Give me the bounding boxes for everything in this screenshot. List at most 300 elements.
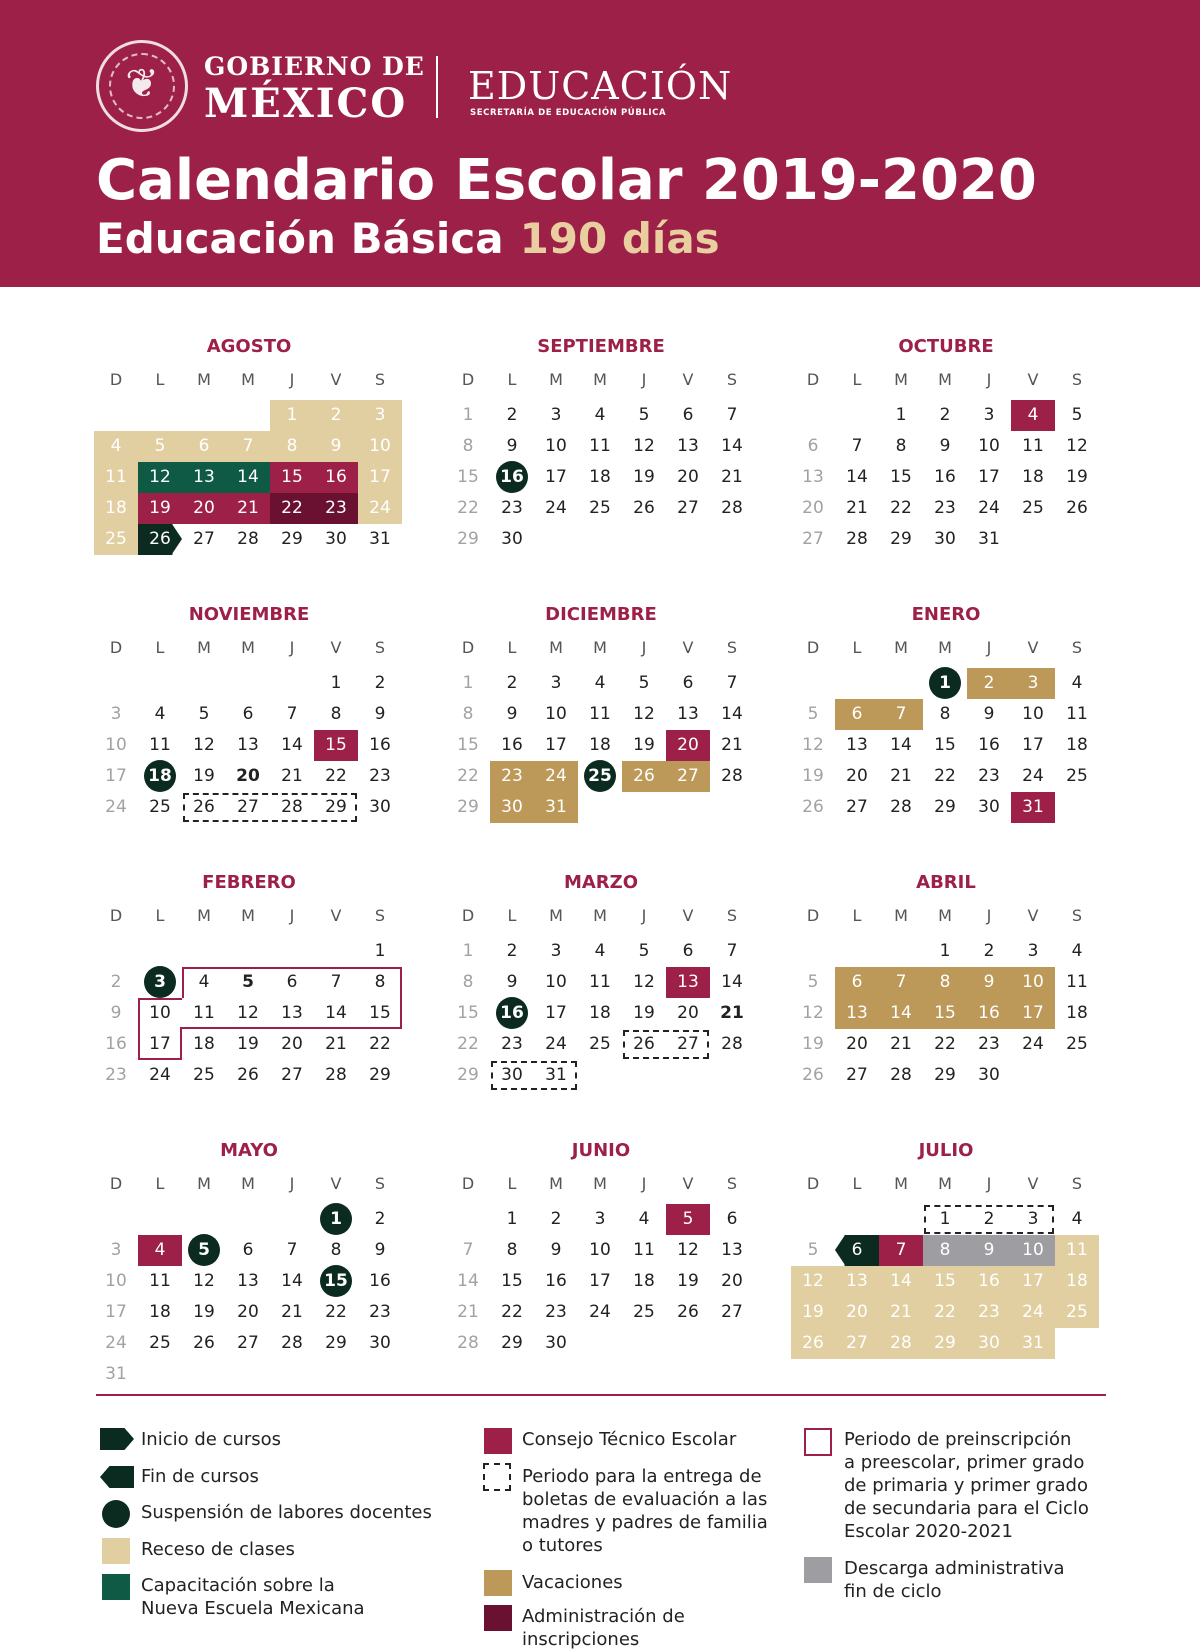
day-cell: 22 — [457, 498, 479, 518]
weekday-header: M — [197, 370, 211, 389]
day-cell: 8 — [895, 436, 907, 456]
weekday-header: M — [241, 1174, 255, 1193]
legend-consejo: Consejo Técnico Escolar — [522, 1429, 737, 1450]
day-cell: 4 — [94, 431, 138, 462]
day-cell: 23 — [105, 1065, 127, 1085]
month-name: ENERO — [911, 604, 981, 625]
day-cell: 7 — [330, 972, 342, 992]
preregistration-outline — [400, 967, 402, 1029]
legend-pre-line3: de primaria y primer grado — [844, 1475, 1088, 1496]
day-cell: 2 — [506, 673, 518, 693]
weekday-header: V — [682, 906, 694, 925]
day-cell: 8 — [939, 704, 951, 724]
day-cell: 15 — [457, 1003, 479, 1023]
day-cell: 19 — [802, 766, 824, 786]
day-cell: 1 — [506, 1209, 518, 1229]
day-cell: 24 — [1011, 1297, 1055, 1328]
day-cell: 20 — [846, 1034, 868, 1054]
day-cell: 30 — [369, 797, 391, 817]
day-cell: 15 — [457, 467, 479, 487]
weekday-header: M — [241, 370, 255, 389]
day-cell: 11 — [1022, 436, 1044, 456]
day-cell: 5 — [666, 1204, 710, 1235]
weekday-header: J — [289, 1174, 295, 1193]
legend-descarga-line2: fin de ciclo — [844, 1581, 942, 1602]
day-cell: 19 — [1066, 467, 1088, 487]
day-cell: 14 — [281, 1271, 303, 1291]
day-cell: 30 — [501, 529, 523, 549]
capacitacion-swatch — [102, 1574, 130, 1600]
day-cell: 29 — [923, 1328, 967, 1359]
day-cell: 8 — [374, 972, 386, 992]
day-cell: 9 — [967, 1235, 1011, 1266]
day-cell: 17 — [545, 735, 567, 755]
day-cell: 29 — [890, 529, 912, 549]
day-cell: 29 — [325, 1333, 347, 1353]
day-cell: 16 — [369, 735, 391, 755]
day-cell: 3 — [358, 400, 402, 431]
weekday-header: M — [938, 906, 952, 925]
day-cell: 5 — [638, 405, 650, 425]
legend-capacitacion — [141, 1574, 365, 1620]
weekday-header: M — [197, 638, 211, 657]
weekday-header: D — [461, 906, 475, 925]
day-cell: 31 — [978, 529, 1000, 549]
day-cell: 21 — [226, 493, 270, 524]
day-cell: 24 — [149, 1065, 171, 1085]
day-cell: 3 — [138, 967, 182, 998]
day-cell: 24 — [545, 498, 567, 518]
day-cell: 27 — [666, 761, 710, 792]
day-cell: 29 — [281, 529, 303, 549]
day-cell: 30 — [369, 1333, 391, 1353]
page-subtitle — [96, 214, 720, 263]
day-cell: 12 — [633, 972, 655, 992]
day-cell: 4 — [138, 1235, 182, 1266]
day-cell: 15 — [923, 1266, 967, 1297]
day-cell: 3 — [1027, 941, 1039, 961]
day-cell: 10 — [358, 431, 402, 462]
weekday-header: L — [852, 638, 862, 657]
day-cell: 17 — [1022, 735, 1044, 755]
legend-boletas-line3: madres y padres de familia — [522, 1512, 768, 1533]
day-cell: 13 — [677, 704, 699, 724]
day-cell: 25 — [633, 1302, 655, 1322]
day-cell: 31 — [369, 529, 391, 549]
day-cell: 4 — [594, 941, 606, 961]
day-cell: 7 — [879, 1235, 923, 1266]
day-cell: 29 — [457, 529, 479, 549]
weekday-header: J — [986, 638, 992, 657]
legend-divider — [96, 1394, 1106, 1396]
day-cell: 4 — [594, 673, 606, 693]
preregistration-outline — [180, 1027, 182, 1058]
day-cell: 7 — [879, 967, 923, 998]
day-cell: 4 — [1071, 673, 1083, 693]
day-cell: 29 — [325, 797, 347, 817]
day-cell: 24 — [1022, 1034, 1044, 1054]
day-cell: 26 — [677, 1302, 699, 1322]
day-cell: 19 — [193, 1302, 215, 1322]
legend-pre-line4: de secundaria para el Ciclo — [844, 1498, 1089, 1519]
preregistration-outline — [138, 998, 182, 1000]
day-cell: 28 — [721, 766, 743, 786]
day-cell: 4 — [1071, 1209, 1083, 1229]
weekday-header: L — [507, 638, 517, 657]
day-cell: 13 — [237, 1271, 259, 1291]
day-cell: 7 — [879, 699, 923, 730]
day-cell: 3 — [550, 941, 562, 961]
day-cell: 28 — [457, 1333, 479, 1353]
day-cell: 1 — [462, 405, 474, 425]
weekday-header: M — [938, 638, 952, 657]
day-cell: 14 — [879, 998, 923, 1029]
administracion-swatch — [484, 1605, 512, 1631]
start-course-icon — [100, 1428, 134, 1450]
gov-line-2: MÉXICO — [204, 80, 408, 127]
day-cell: 7 — [726, 673, 738, 693]
day-cell: 4 — [638, 1209, 650, 1229]
preregistration-outline — [138, 1058, 182, 1060]
legend-vacaciones: Vacaciones — [522, 1572, 623, 1593]
day-cell: 7 — [726, 405, 738, 425]
day-cell: 9 — [110, 1003, 122, 1023]
day-cell: 27 — [846, 797, 868, 817]
legend-fin: Fin de cursos — [141, 1466, 259, 1487]
day-cell: 12 — [802, 735, 824, 755]
day-cell: 27 — [237, 1333, 259, 1353]
day-cell: 23 — [978, 766, 1000, 786]
page-title: Calendario Escolar 2019-2020 — [96, 148, 1037, 213]
day-cell: 29 — [457, 797, 479, 817]
day-cell: 27 — [237, 797, 259, 817]
day-cell: 22 — [325, 1302, 347, 1322]
day-cell: 2 — [374, 673, 386, 693]
day-cell: 18 — [1066, 1003, 1088, 1023]
day-cell: 10 — [149, 1003, 171, 1023]
weekday-header: D — [109, 1174, 123, 1193]
day-cell: 30 — [967, 1328, 1011, 1359]
day-cell: 8 — [330, 1240, 342, 1260]
day-cell: 10 — [1011, 967, 1055, 998]
weekday-header: V — [1027, 638, 1039, 657]
day-cell: 19 — [633, 735, 655, 755]
day-cell: 11 — [149, 1271, 171, 1291]
day-cell: 30 — [325, 529, 347, 549]
legend-descarga — [844, 1557, 1065, 1603]
day-cell: 21 — [890, 1034, 912, 1054]
weekday-header: S — [1071, 906, 1083, 925]
legend-pre-line5: Escolar 2020-2021 — [844, 1521, 1013, 1542]
day-cell: 23 — [978, 1034, 1000, 1054]
weekday-header: S — [374, 370, 386, 389]
day-cell: 3 — [110, 704, 122, 724]
day-cell: 26 — [802, 1065, 824, 1085]
day-cell: 17 — [105, 1302, 127, 1322]
weekday-header: D — [461, 1174, 475, 1193]
day-cell: 21 — [846, 498, 868, 518]
day-cell: 20 — [677, 467, 699, 487]
day-cell: 1 — [939, 1209, 951, 1229]
weekday-header: L — [155, 638, 165, 657]
weekday-header: S — [1071, 638, 1083, 657]
day-cell: 8 — [462, 704, 474, 724]
day-cell: 14 — [457, 1271, 479, 1291]
legend-boletas — [522, 1465, 768, 1557]
day-cell: 28 — [846, 529, 868, 549]
day-cell: 12 — [1066, 436, 1088, 456]
day-cell: 2 — [506, 405, 518, 425]
day-cell: 2 — [983, 941, 995, 961]
day-cell: 20 — [677, 1003, 699, 1023]
day-cell: 17 — [1011, 1266, 1055, 1297]
month-name: AGOSTO — [206, 336, 292, 357]
weekday-header: J — [641, 906, 647, 925]
weekday-header: D — [109, 370, 123, 389]
day-cell: 15 — [457, 735, 479, 755]
day-cell: 3 — [1027, 1209, 1039, 1229]
day-cell: 22 — [501, 1302, 523, 1322]
day-cell: 24 — [105, 1333, 127, 1353]
day-cell: 5 — [198, 704, 210, 724]
day-cell: 25 — [1022, 498, 1044, 518]
day-cell: 13 — [237, 735, 259, 755]
day-cell: 6 — [286, 972, 298, 992]
day-cell: 1 — [895, 405, 907, 425]
day-cell: 18 — [1022, 467, 1044, 487]
day-cell: 11 — [589, 436, 611, 456]
suspension-icon — [102, 1500, 130, 1528]
weekday-header: D — [461, 370, 475, 389]
day-cell: 9 — [983, 704, 995, 724]
dept-name: EDUCACIÓN — [468, 64, 733, 108]
day-cell: 25 — [1055, 1297, 1099, 1328]
month-name: MAYO — [220, 1140, 278, 1161]
day-cell: 3 — [594, 1209, 606, 1229]
day-cell: 27 — [846, 1065, 868, 1085]
day-cell: 25 — [589, 1034, 611, 1054]
day-cell: 20 — [281, 1034, 303, 1054]
day-cell: 20 — [802, 498, 824, 518]
day-cell: 9 — [314, 431, 358, 462]
day-cell: 18 — [589, 467, 611, 487]
day-cell: 16 — [967, 1266, 1011, 1297]
weekday-header: D — [109, 906, 123, 925]
day-cell: 31 — [105, 1364, 127, 1384]
day-cell: 27 — [835, 1328, 879, 1359]
weekday-header: M — [241, 906, 255, 925]
legend-boletas-line4: o tutores — [522, 1535, 603, 1556]
day-cell: 25 — [589, 498, 611, 518]
legend-suspension: Suspensión de labores docentes — [141, 1502, 432, 1523]
day-cell: 1 — [923, 668, 967, 699]
day-cell: 6 — [835, 967, 879, 998]
consejo-swatch — [484, 1428, 512, 1454]
weekday-header: V — [330, 1174, 342, 1193]
day-cell: 28 — [281, 1333, 303, 1353]
day-cell: 7 — [851, 436, 863, 456]
day-cell: 2 — [550, 1209, 562, 1229]
day-cell: 28 — [237, 529, 259, 549]
month-name: ABRIL — [916, 872, 976, 893]
day-cell: 18 — [94, 493, 138, 524]
weekday-header: M — [241, 638, 255, 657]
day-cell: 12 — [237, 1003, 259, 1023]
day-cell: 29 — [369, 1065, 391, 1085]
weekday-header: V — [1027, 370, 1039, 389]
weekday-header: L — [852, 1174, 862, 1193]
month-name: FEBRERO — [202, 872, 296, 893]
month-name: JUNIO — [571, 1140, 631, 1161]
day-cell: 19 — [633, 1003, 655, 1023]
day-cell: 19 — [677, 1271, 699, 1291]
day-cell: 17 — [1011, 998, 1055, 1029]
day-cell: 16 — [934, 467, 956, 487]
day-cell: 26 — [802, 797, 824, 817]
day-cell: 10 — [545, 436, 567, 456]
day-cell: 16 — [105, 1034, 127, 1054]
day-cell: 22 — [934, 766, 956, 786]
day-cell: 19 — [791, 1297, 835, 1328]
weekday-header: J — [986, 1174, 992, 1193]
day-cell: 26 — [622, 761, 666, 792]
day-cell: 8 — [506, 1240, 518, 1260]
day-cell: 3 — [550, 405, 562, 425]
day-cell: 27 — [281, 1065, 303, 1085]
weekday-header: S — [1071, 370, 1083, 389]
day-cell: 14 — [721, 436, 743, 456]
day-cell: 26 — [138, 524, 182, 555]
day-cell: 24 — [589, 1302, 611, 1322]
weekday-header: L — [507, 370, 517, 389]
day-cell: 20 — [182, 493, 226, 524]
day-cell: 22 — [923, 1297, 967, 1328]
legend-descarga-line1: Descarga administrativa — [844, 1558, 1065, 1579]
day-cell: 11 — [193, 1003, 215, 1023]
day-cell: 20 — [666, 730, 710, 761]
day-cell: 25 — [94, 524, 138, 555]
day-cell: 9 — [967, 967, 1011, 998]
day-cell: 5 — [807, 1240, 819, 1260]
day-cell: 30 — [978, 797, 1000, 817]
day-cell: 3 — [1011, 668, 1055, 699]
weekday-header: J — [641, 370, 647, 389]
day-cell: 4 — [1071, 941, 1083, 961]
weekday-header: J — [289, 638, 295, 657]
report-delivery-period — [924, 1205, 1054, 1234]
day-cell: 3 — [550, 673, 562, 693]
day-cell: 15 — [934, 735, 956, 755]
day-cell: 31 — [545, 1065, 567, 1085]
day-cell: 11 — [1066, 704, 1088, 724]
day-cell: 27 — [193, 529, 215, 549]
day-cell: 15 — [270, 462, 314, 493]
day-cell: 14 — [226, 462, 270, 493]
preregistration-outline — [138, 998, 140, 1060]
day-cell: 1 — [330, 673, 342, 693]
month-name: OCTUBRE — [898, 336, 994, 357]
weekday-header: M — [197, 906, 211, 925]
day-cell: 17 — [545, 467, 567, 487]
day-cell: 29 — [934, 797, 956, 817]
day-cell: 5 — [638, 673, 650, 693]
day-cell: 27 — [721, 1302, 743, 1322]
day-cell: 19 — [633, 467, 655, 487]
weekday-header: M — [938, 370, 952, 389]
day-cell: 6 — [182, 431, 226, 462]
day-cell: 23 — [369, 766, 391, 786]
weekday-header: J — [641, 1174, 647, 1193]
day-cell: 4 — [198, 972, 210, 992]
weekday-header: V — [1027, 906, 1039, 925]
day-cell: 12 — [802, 1003, 824, 1023]
day-cell: 6 — [682, 673, 694, 693]
day-cell: 4 — [154, 704, 166, 724]
weekday-header: S — [726, 638, 738, 657]
day-cell: 23 — [314, 493, 358, 524]
weekday-header: D — [461, 638, 475, 657]
weekday-header: J — [986, 906, 992, 925]
day-cell: 6 — [807, 436, 819, 456]
day-cell: 21 — [721, 735, 743, 755]
day-cell: 11 — [1055, 1235, 1099, 1266]
day-cell: 24 — [545, 1034, 567, 1054]
day-cell: 11 — [1066, 972, 1088, 992]
weekday-header: M — [197, 1174, 211, 1193]
day-cell: 22 — [457, 766, 479, 786]
day-cell: 26 — [791, 1328, 835, 1359]
day-cell: 5 — [638, 941, 650, 961]
day-cell: 2 — [374, 1209, 386, 1229]
day-cell: 20 — [835, 1297, 879, 1328]
weekday-header: M — [894, 906, 908, 925]
legend-capacitacion-line1: Capacitación sobre la — [141, 1575, 335, 1596]
day-cell: 8 — [270, 431, 314, 462]
weekday-header: M — [549, 638, 563, 657]
day-cell: 28 — [721, 498, 743, 518]
national-seal-icon — [96, 40, 188, 132]
day-cell: 30 — [545, 1333, 567, 1353]
day-cell: 21 — [879, 1297, 923, 1328]
day-cell: 17 — [545, 1003, 567, 1023]
dept-subtitle: SECRETARÍA DE EDUCACIÓN PÚBLICA — [470, 108, 667, 118]
weekday-header: V — [682, 1174, 694, 1193]
day-cell: 6 — [835, 1235, 879, 1266]
day-cell: 2 — [967, 668, 1011, 699]
month-name: JULIO — [918, 1140, 974, 1161]
day-cell: 30 — [490, 792, 534, 823]
day-cell: 29 — [457, 1065, 479, 1085]
day-cell: 26 — [193, 1333, 215, 1353]
day-cell: 30 — [501, 1065, 523, 1085]
day-cell: 15 — [923, 998, 967, 1029]
day-cell: 30 — [978, 1065, 1000, 1085]
day-cell: 19 — [802, 1034, 824, 1054]
weekday-header: V — [682, 370, 694, 389]
day-cell: 17 — [978, 467, 1000, 487]
weekday-header: L — [155, 906, 165, 925]
day-cell: 29 — [501, 1333, 523, 1353]
day-cell: 15 — [314, 1266, 358, 1297]
day-cell: 14 — [890, 735, 912, 755]
weekday-header: V — [330, 638, 342, 657]
day-cell: 25 — [1066, 766, 1088, 786]
day-cell: 22 — [934, 1034, 956, 1054]
day-cell: 12 — [193, 1271, 215, 1291]
day-cell: 9 — [506, 436, 518, 456]
legend-boletas-line2: boletas de evaluación a las — [522, 1489, 768, 1510]
legend-pre-line2: a preescolar, primer grado — [844, 1452, 1085, 1473]
